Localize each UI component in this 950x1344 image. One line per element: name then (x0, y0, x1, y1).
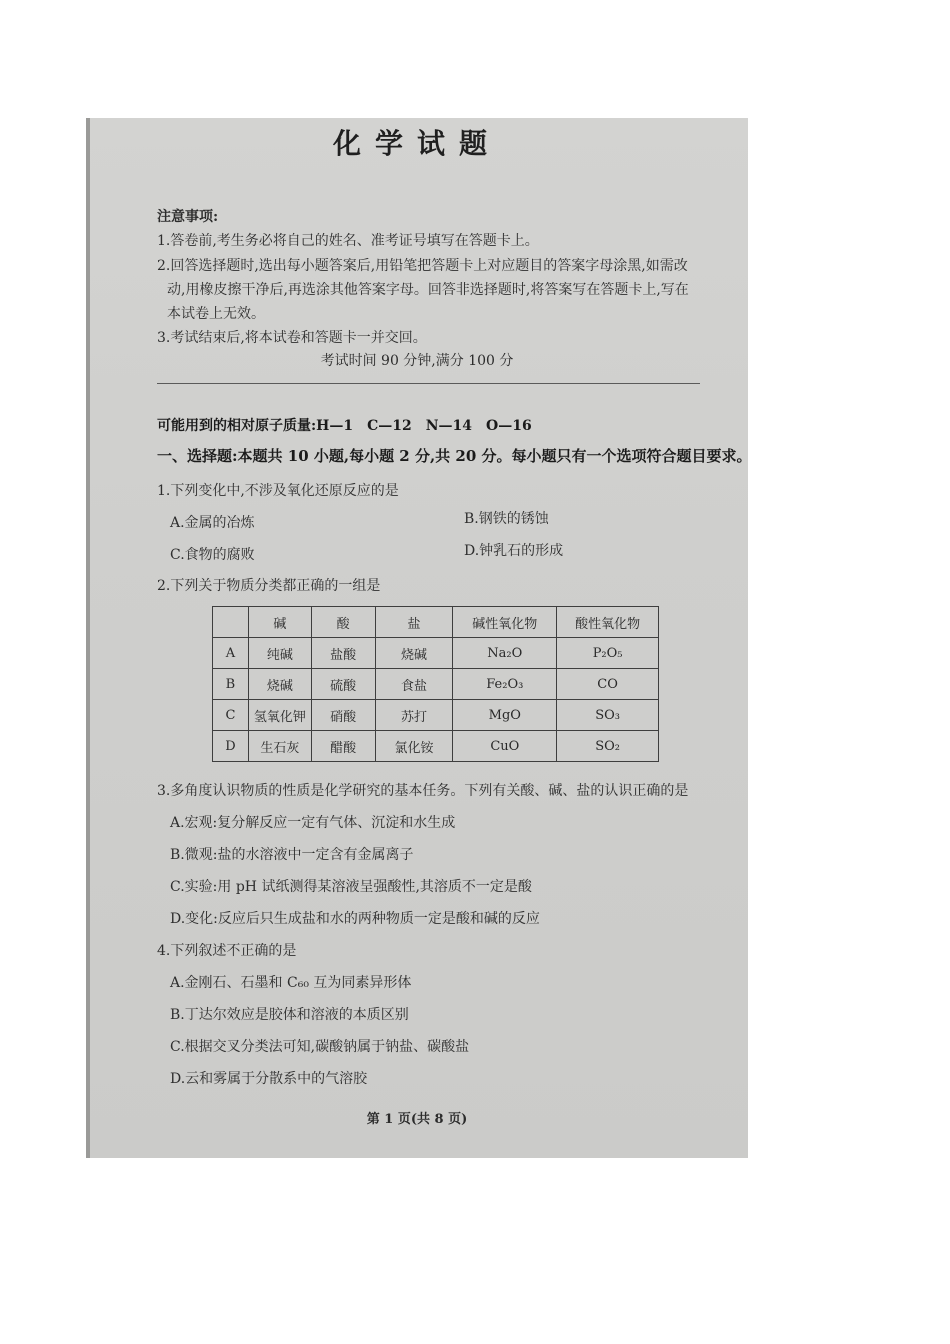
q1-option-c: C.食物的腐败 (170, 547, 255, 563)
exam-time: 考试时间 90 分钟,满分 100 分 (320, 353, 514, 369)
page-number: 第 1 页(共 8 页) (366, 1112, 468, 1127)
notice-line-3: 动,用橡皮擦干净后,再选涂其他答案字母。回答非选择题时,将答案写在答题卡上,写在 (167, 282, 689, 298)
notice-line-1: 1.答卷前,考生务必将自己的姓名、准考证号填写在答题卡上。 (157, 233, 539, 249)
section-heading: 一、选择题:本题共 10 小题,每小题 2 分,共 20 分。每小题只有一个选项符合题目要求。 (157, 447, 752, 465)
table-cell: 氢氧化钾 (248, 700, 311, 731)
table-header-cell: 酸性氧化物 (557, 607, 659, 638)
atomic-masses: 可能用到的相对原子质量:H—1 C—12 N—14 O—16 (157, 418, 532, 434)
table-cell: 氯化铵 (375, 731, 453, 762)
notice-line-2: 2.回答选择题时,选出每小题答案后,用铅笔把答题卡上对应题目的答案字母涂黑,如需改 (157, 258, 688, 274)
table-header-cell: 碱性氧化物 (453, 607, 557, 638)
table-cell: B (213, 669, 249, 700)
table-cell: CO (557, 669, 659, 700)
table-cell: 醋酸 (311, 731, 375, 762)
table-cell: A (213, 638, 249, 669)
q1-option-a: A.金属的冶炼 (170, 515, 255, 531)
table-row (213, 731, 659, 762)
classification-table (212, 606, 659, 762)
q3-option-c: C.实验:用 pH 试纸测得某溶液呈强酸性,其溶质不一定是酸 (170, 879, 532, 895)
table-header-cell: 盐 (375, 607, 453, 638)
table-header-cell (213, 607, 249, 638)
table-cell: P₂O₅ (557, 638, 659, 669)
table-header-cell: 碱 (248, 607, 311, 638)
exam-title: 化学试题 (332, 127, 501, 160)
table-header-cell: 酸 (311, 607, 375, 638)
table-cell: SO₂ (557, 731, 659, 762)
table-cell: 硝酸 (311, 700, 375, 731)
table-row (213, 669, 659, 700)
table-cell: Fe₂O₃ (453, 669, 557, 700)
table-cell: 烧碱 (248, 669, 311, 700)
table-cell: 盐酸 (311, 638, 375, 669)
q4-option-a: A.金刚石、石墨和 C₆₀ 互为同素异形体 (170, 975, 412, 991)
q3-option-a: A.宏观:复分解反应一定有气体、沉淀和水生成 (170, 815, 456, 831)
notice-line-4: 本试卷上无效。 (167, 306, 265, 322)
table-cell: CuO (453, 731, 557, 762)
q2-stem: 2.下列关于物质分类都正确的一组是 (157, 578, 381, 594)
q4-stem: 4.下列叙述不正确的是 (157, 943, 297, 959)
notice-line-5: 3.考试结束后,将本试卷和答题卡一并交回。 (157, 330, 427, 346)
table-cell: 生石灰 (248, 731, 311, 762)
table-cell: C (213, 700, 249, 731)
q1-option-b: B.钢铁的锈蚀 (464, 511, 549, 527)
q4-option-b: B.丁达尔效应是胶体和溶液的本质区别 (170, 1007, 409, 1023)
q3-option-b: B.微观:盐的水溶液中一定含有金属离子 (170, 847, 414, 863)
q4-option-d: D.云和雾属于分散系中的气溶胶 (170, 1071, 368, 1087)
q3-stem: 3.多角度认识物质的性质是化学研究的基本任务。下列有关酸、碱、盐的认识正确的是 (157, 783, 689, 799)
table-row (213, 700, 659, 731)
table-header-row (213, 607, 659, 638)
notice-heading: 注意事项: (157, 209, 219, 225)
table-cell: MgO (453, 700, 557, 731)
table-cell: 苏打 (375, 700, 453, 731)
table-cell: SO₃ (557, 700, 659, 731)
q1-option-d: D.钟乳石的形成 (464, 543, 564, 559)
table-cell: 烧碱 (375, 638, 453, 669)
q4-option-c: C.根据交叉分类法可知,碳酸钠属于钠盐、碳酸盐 (170, 1039, 470, 1055)
table-cell: D (213, 731, 249, 762)
table-cell: 硫酸 (311, 669, 375, 700)
page-edge (86, 118, 90, 1158)
table-cell: Na₂O (453, 638, 557, 669)
q3-option-d: D.变化:反应后只生成盐和水的两种物质一定是酸和碱的反应 (170, 911, 540, 927)
q1-stem: 1.下列变化中,不涉及氧化还原反应的是 (157, 483, 399, 499)
table-cell: 食盐 (375, 669, 453, 700)
divider-rule (157, 383, 700, 384)
table-row (213, 638, 659, 669)
table-cell: 纯碱 (248, 638, 311, 669)
exam-page (86, 118, 752, 1158)
